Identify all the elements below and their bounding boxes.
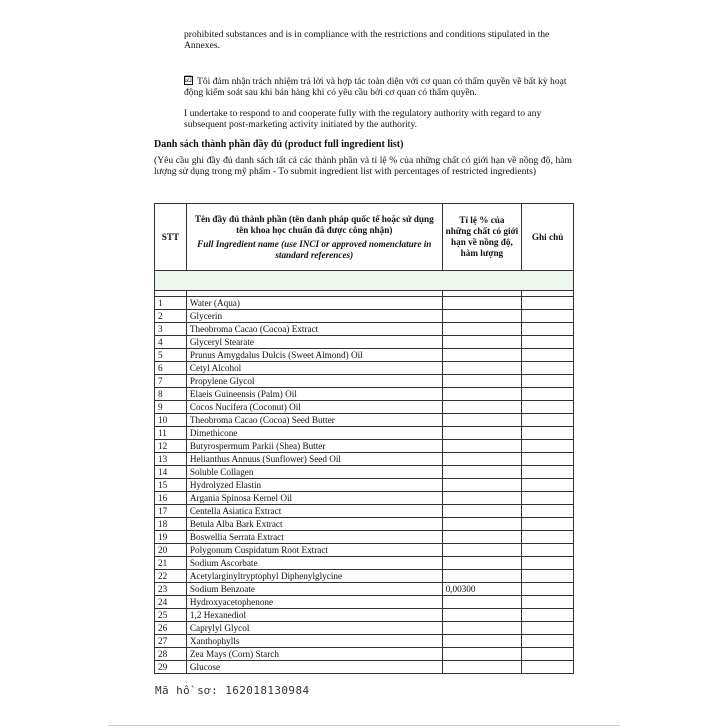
row-ingredient-name: Sodium Ascorbate	[186, 557, 442, 570]
row-note	[522, 531, 574, 544]
row-stt: 13	[155, 453, 187, 466]
row-ratio	[442, 466, 522, 479]
row-ratio	[442, 362, 522, 375]
row-ratio	[442, 310, 522, 323]
row-ingredient-name: Cetyl Alcohol	[186, 362, 442, 375]
row-ingredient-name: Sodium Benzoate	[186, 583, 442, 596]
row-stt: 27	[155, 635, 187, 648]
row-stt: 9	[155, 401, 187, 414]
table-row	[155, 401, 574, 414]
row-ingredient-name: Helianthus Annuus (Sunflower) Seed Oil	[186, 453, 442, 466]
table-row	[155, 388, 574, 401]
row-note	[522, 427, 574, 440]
row-ingredient-name: Prunus Amygdalus Dulcis (Sweet Almond) Oil	[186, 349, 442, 362]
row-ratio	[442, 609, 522, 622]
table-row	[155, 648, 574, 661]
row-stt: 22	[155, 570, 187, 583]
bottom-divider	[108, 725, 620, 726]
row-ingredient-name: Polygonum Cuspidatum Root Extract	[186, 544, 442, 557]
row-ratio	[442, 544, 522, 557]
table-row	[155, 596, 574, 609]
table-row	[155, 622, 574, 635]
row-stt: 24	[155, 596, 187, 609]
row-note	[522, 505, 574, 518]
row-stt: 20	[155, 544, 187, 557]
row-note	[522, 297, 574, 310]
row-ratio	[442, 622, 522, 635]
header-name-en: Full Ingredient name (use INCI or approved nomenclature in standard references)	[197, 238, 432, 260]
row-ratio: 0,00300	[442, 583, 522, 596]
commitment-en: I undertake to respond to and cooperate fully with the regulatory authority with regard to any subsequent post-marketing activity initiated by the authority.	[184, 108, 542, 130]
row-stt: 26	[155, 622, 187, 635]
row-ratio	[442, 635, 522, 648]
row-ingredient-name: Argania Spinosa Kernel Oil	[186, 492, 442, 505]
row-note	[522, 622, 574, 635]
table-row	[155, 570, 574, 583]
row-stt: 1	[155, 297, 187, 310]
header-note: Ghi chú	[522, 204, 574, 271]
row-note	[522, 544, 574, 557]
table-row	[155, 336, 574, 349]
header-ratio: Tỉ lệ % của những chất có giới hạn về nồng độ, hàm lượng	[442, 204, 522, 271]
row-stt: 28	[155, 648, 187, 661]
row-ingredient-name: Hydrolyzed Elastin	[186, 479, 442, 492]
row-note	[522, 518, 574, 531]
row-stt: 6	[155, 362, 187, 375]
row-note	[522, 388, 574, 401]
table-row	[155, 492, 574, 505]
commitment-vn	[184, 76, 572, 98]
row-stt: 12	[155, 440, 187, 453]
table-row	[155, 323, 574, 336]
row-ratio	[442, 336, 522, 349]
row-ratio	[442, 479, 522, 492]
row-ratio	[442, 570, 522, 583]
row-ratio	[442, 375, 522, 388]
table-row	[155, 375, 574, 388]
row-note	[522, 492, 574, 505]
checked-box-icon[interactable]: ☑	[184, 74, 193, 84]
row-stt: 3	[155, 323, 187, 336]
table-row	[155, 362, 574, 375]
compliance-paragraph: prohibited substances and is in compliance with the restrictions and conditions stipulated in the Annexes.	[184, 29, 550, 51]
row-ratio	[442, 349, 522, 362]
row-ratio	[442, 323, 522, 336]
row-stt: 2	[155, 310, 187, 323]
row-note	[522, 375, 574, 388]
table-row	[155, 505, 574, 518]
row-note	[522, 453, 574, 466]
header-name-vn: Tên đầy đủ thành phần (tên danh pháp quốc tế hoặc sử dụng tên khoa học chuẩn đã được công nhận)	[194, 213, 434, 235]
row-stt: 18	[155, 518, 187, 531]
row-note	[522, 466, 574, 479]
row-ingredient-name: Xanthophylls	[186, 635, 442, 648]
row-ratio	[442, 596, 522, 609]
table-row	[155, 544, 574, 557]
table-row	[155, 453, 574, 466]
row-ingredient-name: Boswellia Serrata Extract	[186, 531, 442, 544]
row-ratio	[442, 492, 522, 505]
ingredient-table	[154, 203, 574, 674]
row-note	[522, 323, 574, 336]
row-stt: 11	[155, 427, 187, 440]
table-spacer-row	[155, 271, 574, 291]
row-ingredient-name: Cocos Nucifera (Coconut) Oil	[186, 401, 442, 414]
row-note	[522, 661, 574, 674]
row-stt: 19	[155, 531, 187, 544]
row-stt: 7	[155, 375, 187, 388]
row-ratio	[442, 531, 522, 544]
row-ingredient-name: Betula Alba Bark Extract	[186, 518, 442, 531]
table-row	[155, 557, 574, 570]
row-stt: 29	[155, 661, 187, 674]
table-row	[155, 310, 574, 323]
row-note	[522, 349, 574, 362]
table-row	[155, 440, 574, 453]
row-note	[522, 440, 574, 453]
table-row	[155, 609, 574, 622]
table-row	[155, 635, 574, 648]
record-id: Mã hồ sơ: 162018130984	[155, 684, 310, 697]
row-ratio	[442, 297, 522, 310]
row-ingredient-name: Glyceryl Stearate	[186, 336, 442, 349]
row-note	[522, 570, 574, 583]
table-row	[155, 297, 574, 310]
table-header-row	[155, 204, 574, 271]
row-ratio	[442, 518, 522, 531]
table-row	[155, 518, 574, 531]
table-row	[155, 531, 574, 544]
header-name	[186, 204, 442, 271]
row-ratio	[442, 453, 522, 466]
section-title: Danh sách thành phần đầy đủ (product full ingredient list)	[154, 139, 404, 150]
row-stt: 8	[155, 388, 187, 401]
table-row	[155, 414, 574, 427]
row-ratio	[442, 427, 522, 440]
row-ingredient-name: Centella Asiatica Extract	[186, 505, 442, 518]
row-note	[522, 583, 574, 596]
row-stt: 14	[155, 466, 187, 479]
row-note	[522, 401, 574, 414]
row-note	[522, 362, 574, 375]
row-note	[522, 414, 574, 427]
header-stt: STT	[155, 204, 187, 271]
row-ingredient-name: Elaeis Guineensis (Palm) Oil	[186, 388, 442, 401]
row-stt: 16	[155, 492, 187, 505]
row-ingredient-name: Propylene Glycol	[186, 375, 442, 388]
row-stt: 21	[155, 557, 187, 570]
table-row	[155, 349, 574, 362]
row-ingredient-name: Water (Aqua)	[186, 297, 442, 310]
row-stt: 23	[155, 583, 187, 596]
row-stt: 4	[155, 336, 187, 349]
row-ingredient-name: Zea Mays (Corn) Starch	[186, 648, 442, 661]
row-ingredient-name: Glucose	[186, 661, 442, 674]
row-note	[522, 557, 574, 570]
row-ingredient-name: Hydroxyacetophenone	[186, 596, 442, 609]
row-stt: 17	[155, 505, 187, 518]
row-stt: 15	[155, 479, 187, 492]
row-stt: 10	[155, 414, 187, 427]
row-ingredient-name: Caprylyl Glycol	[186, 622, 442, 635]
row-ratio	[442, 505, 522, 518]
commitment-vn-text: Tôi đảm nhận trách nhiệm trả lời và hợp tác toàn diện với cơ quan có thẩm quyền về bất kỳ hoạt động kiểm soát sau khi bán hàng khi có yêu cầu bởi cơ quan có thẩm quyền.	[184, 76, 567, 98]
row-ratio	[442, 414, 522, 427]
row-note	[522, 336, 574, 349]
section-note: (Yêu cầu ghi đầy đủ danh sách tất cả các thành phần và tỉ lệ % của những chất có giới hạn về nồng độ, hàm lượng sử dụng trong mỹ phẩm - To submit ingredient list with percentages of restricted ingredients)	[154, 155, 572, 177]
row-ratio	[442, 401, 522, 414]
row-note	[522, 596, 574, 609]
row-ratio	[442, 648, 522, 661]
row-stt: 5	[155, 349, 187, 362]
row-ingredient-name: Theobroma Cacao (Cocoa) Seed Butter	[186, 414, 442, 427]
table-row	[155, 427, 574, 440]
row-ratio	[442, 440, 522, 453]
row-note	[522, 635, 574, 648]
row-stt: 25	[155, 609, 187, 622]
table-row	[155, 479, 574, 492]
row-ingredient-name: Glycerin	[186, 310, 442, 323]
table-row	[155, 466, 574, 479]
row-note	[522, 648, 574, 661]
table-row	[155, 661, 574, 674]
row-ratio	[442, 661, 522, 674]
row-ingredient-name: Theobroma Cacao (Cocoa) Extract	[186, 323, 442, 336]
row-ratio	[442, 557, 522, 570]
row-ingredient-name: Soluble Collagen	[186, 466, 442, 479]
row-ingredient-name: 1,2 Hexanediol	[186, 609, 442, 622]
row-ingredient-name: Acetylarginyltryptophyl Diphenylglycine	[186, 570, 442, 583]
row-ratio	[442, 388, 522, 401]
row-note	[522, 479, 574, 492]
row-ingredient-name: Dimethicone	[186, 427, 442, 440]
row-ingredient-name: Butyrospermum Parkii (Shea) Butter	[186, 440, 442, 453]
row-note	[522, 609, 574, 622]
table-row	[155, 583, 574, 596]
row-note	[522, 310, 574, 323]
